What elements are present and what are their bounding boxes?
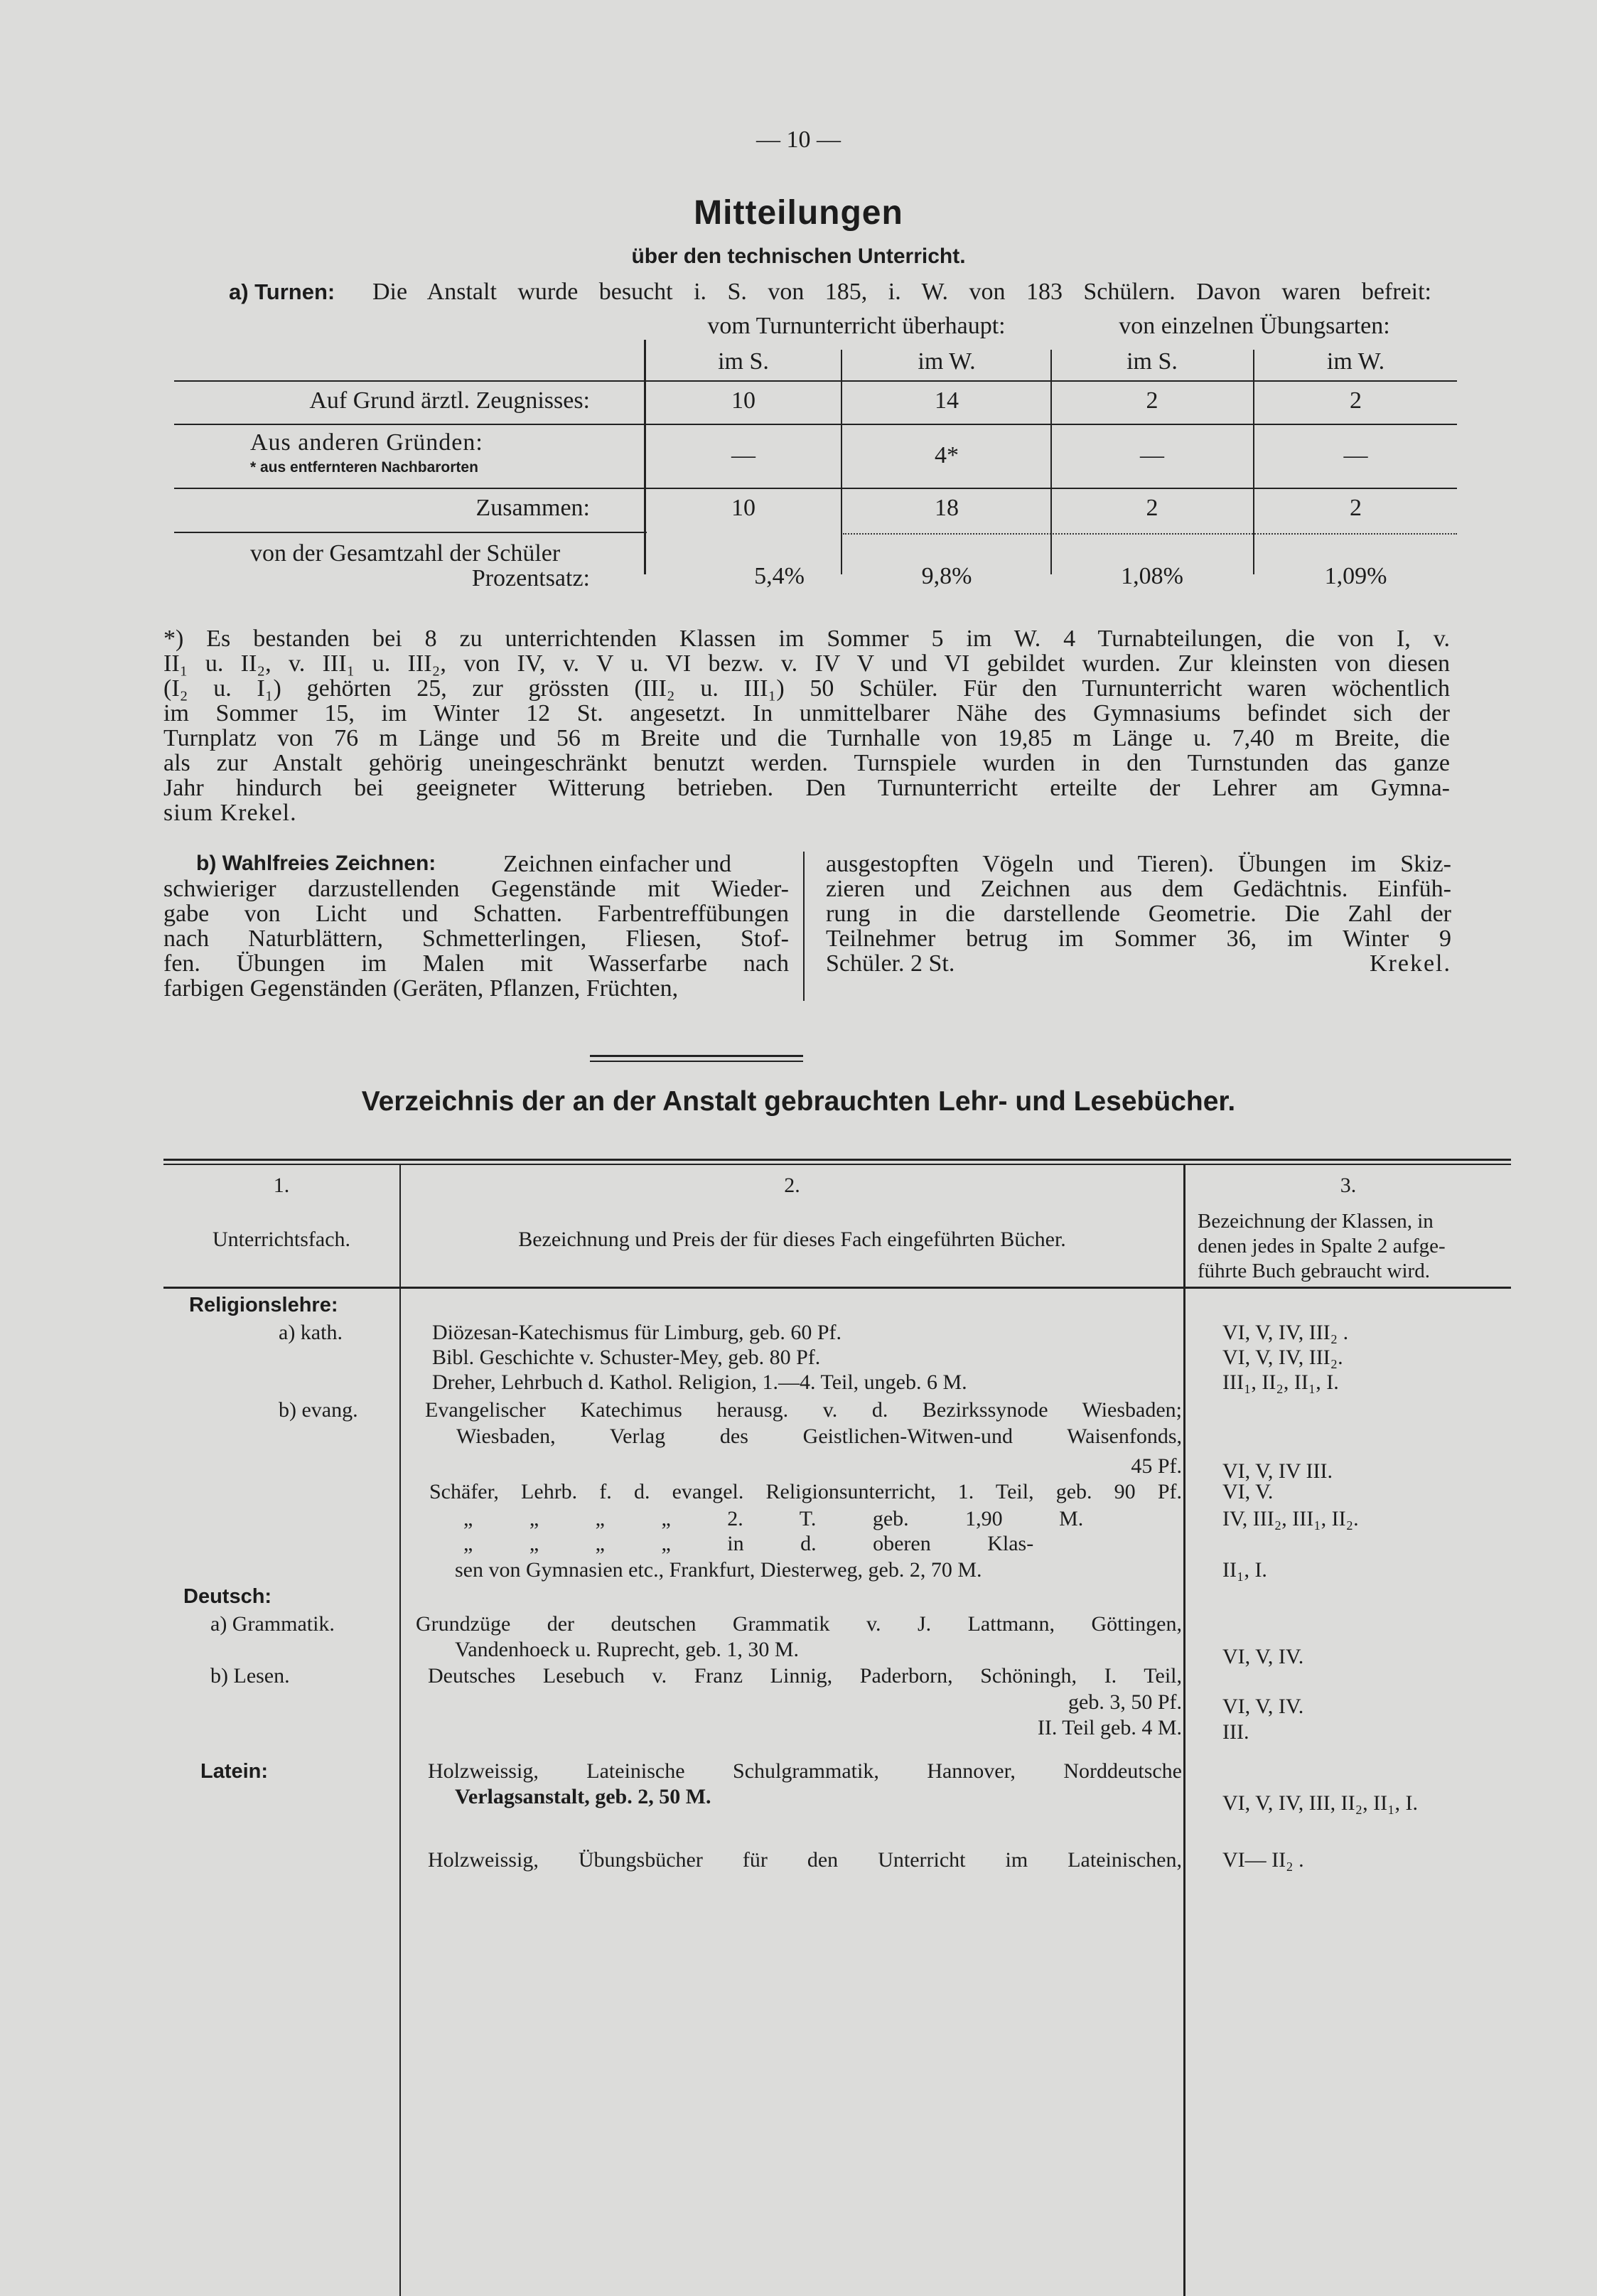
class-entry: VI, V, IV.	[1222, 1645, 1304, 1668]
class-entry: VI, V, IV, III, II₂, II₁, I.	[1222, 1791, 1419, 1815]
col-number-1: 1.	[273, 1174, 290, 1197]
class-entry: VI, V.	[1222, 1480, 1274, 1503]
row3-value: 2	[1350, 495, 1362, 521]
page-subtitle: über den technischen Unterricht.	[631, 245, 966, 268]
zeichnen-right-line: zieren und Zeichnen aus dem Gedächtnis. Einfüh-	[826, 876, 1451, 902]
zeichnen-left-last: farbigen Gegenständen (Geräten, Pflanzen, Früchten,	[163, 975, 679, 1002]
col-head-1: im S.	[718, 348, 769, 375]
footnote-line: (I₂ u. I₁) gehörten 25, zur grössten (III₂ u. III₁) 50 Schüler. Für den Turnunterricht waren wöchentlich	[163, 675, 1450, 702]
section-separator	[590, 1055, 803, 1057]
subject-kath: a) kath.	[279, 1321, 343, 1344]
page-title: Mitteilungen	[694, 194, 903, 232]
subject-latein: Latein:	[200, 1760, 269, 1783]
row3-label: Zusammen:	[475, 495, 590, 521]
subject-evang: b) evang.	[279, 1398, 358, 1422]
table-rule-h1	[174, 380, 1457, 382]
page-number: — 10 —	[756, 127, 841, 153]
class-entry: VI, V, IV III.	[1222, 1459, 1333, 1483]
table-rule-h2	[174, 424, 1457, 425]
books-rule-top	[163, 1159, 1511, 1161]
row2-value: 4*	[935, 442, 959, 468]
turnen-line	[229, 279, 335, 306]
footnote-line: im Sommer 15, im Winter 12 St. angesetzt. In unmittelbarer Nähe des Gymnasiums befindet sich der	[163, 700, 1450, 726]
zeichnen-left-line: fen. Übungen im Malen mit Wasserfarbe nach	[163, 950, 789, 977]
book-line: Dreher, Lehrbuch d. Kathol. Religion, 1.—4. Teil, ungeb. 6 M.	[432, 1370, 967, 1394]
book-line: sen von Gymnasien etc., Frankfurt, Diesterweg, geb. 2, 70 M.	[455, 1558, 982, 1582]
book-line: Holzweissig, Übungsbücher für den Unterricht im Lateinischen,	[428, 1848, 1182, 1872]
row4-value: 9,8%	[921, 563, 972, 589]
table-rule-h3	[174, 488, 1457, 489]
footnote-end: sium Krekel.	[163, 800, 297, 826]
row4-label: Prozentsatz:	[471, 565, 590, 591]
zeichnen-left-line: gabe von Licht und Schatten. Farbentreffübungen	[163, 901, 789, 927]
row2-value: —	[1343, 442, 1368, 468]
book-line: Deutsches Lesebuch v. Franz Linnig, Paderborn, Schöningh, I. Teil,	[428, 1664, 1182, 1688]
turnen-group1: vom Turnunterricht überhaupt:	[707, 313, 1006, 339]
books-rule-head	[163, 1287, 1511, 1289]
row1-value: 2	[1146, 387, 1158, 414]
col-header-2: Bezeichnung und Preis der für dieses Fach eingeführten Bücher.	[518, 1228, 1066, 1251]
zeichnen-label: b) Wahlfreies Zeichnen:	[196, 852, 436, 875]
book-line: Schäfer, Lehrb. f. d. evangel. Religionsunterricht, 1. Teil, geb. 90 Pf.	[429, 1480, 1182, 1503]
footnote-line: als zur Anstalt gehörig uneingeschränkt benutzt werden. Turnspiele wurden in den Turnstunden das ganze	[163, 750, 1450, 776]
books-rule-v2	[1183, 1164, 1185, 2296]
col-header-3: Bezeichnung der Klassen, in	[1198, 1210, 1434, 1233]
row1-label: Auf Grund ärztl. Zeugnisses:	[309, 387, 590, 414]
book-line: Wiesbaden, Verlag des Geistlichen-Witwen-und Waisenfonds,	[456, 1425, 1182, 1448]
book-line: Holzweissig, Lateinische Schulgrammatik, Hannover, Norddeutsche	[428, 1759, 1182, 1783]
col-header-3: denen jedes in Spalte 2 aufge-	[1198, 1235, 1446, 1257]
footnote-line: *) Es bestanden bei 8 zu unterrichtenden Klassen im Sommer 5 im W. 4 Turnabteilungen, die von I, v.	[163, 626, 1450, 652]
books-rule-v1	[399, 1164, 401, 2296]
book-line: „ „ „ „ in d. oberen Klas-	[463, 1532, 1034, 1555]
table-rule-dotted	[843, 533, 1457, 535]
subject-deutsch: Deutsch:	[183, 1585, 272, 1608]
col-number-2: 2.	[784, 1174, 800, 1197]
row4-label1: von der Gesamtzahl der Schüler	[250, 540, 561, 567]
class-entry: IV, III₂, III₁, II₂.	[1222, 1507, 1359, 1530]
class-entry: VI, V, IV, III₂ .	[1222, 1321, 1349, 1344]
class-entry: VI— II₂ .	[1222, 1848, 1304, 1872]
class-entry: VI, V, IV, III₂.	[1222, 1346, 1343, 1369]
row4-value: 1,08%	[1121, 563, 1183, 589]
zeichnen-right-line: ausgestopften Vögeln und Tieren). Übungen im Skiz-	[826, 851, 1451, 877]
col-header-3: führte Buch gebraucht wird.	[1198, 1260, 1430, 1282]
row3-value: 2	[1146, 495, 1158, 521]
zeichnen-right-last-right: Krekel.	[1369, 950, 1451, 977]
book-line: Evangelischer Katechimus herausg. v. d. Bezirkssynode Wiesbaden;	[425, 1398, 1182, 1422]
subject-lesen: b) Lesen.	[210, 1664, 290, 1688]
zeichnen-right-last-left: Schüler. 2 St.	[826, 950, 955, 977]
column-rule	[803, 852, 805, 1001]
zeichnen-right-line: Teilnehmer betrug im Sommer 36, im Winter 9	[826, 926, 1451, 952]
subject-grammatik: a) Grammatik.	[210, 1612, 335, 1636]
subject-religion: Religionslehre:	[189, 1294, 338, 1316]
book-line: Vandenhoeck u. Ruprecht, geb. 1, 30 M.	[455, 1638, 800, 1661]
book-line: II. Teil geb. 4 M.	[1037, 1716, 1182, 1739]
table-rule-v2	[841, 350, 842, 574]
col-head-3: im S.	[1126, 348, 1178, 375]
zeichnen-right-line: rung in die darstellende Geometrie. Die Zahl der	[826, 901, 1451, 927]
turnen-label: a) Turnen:	[229, 279, 335, 304]
table-rule-v1	[644, 340, 646, 574]
class-entry: III.	[1222, 1720, 1249, 1744]
row4-value: 5,4%	[754, 563, 805, 589]
books-title: Verzeichnis der an der Anstalt gebrauchten Lehr- und Lesebücher.	[361, 1086, 1236, 1117]
turnen-intro: Die Anstalt wurde besucht i. S. von 185, i. W. von 183 Schülern. Davon waren befreit:	[372, 279, 1431, 305]
row2-note: * aus entfernteren Nachbarorten	[250, 459, 478, 476]
book-line: 45 Pf.	[1131, 1454, 1182, 1478]
zeichnen-left-line: nach Naturblättern, Schmetterlingen, Fliesen, Stof-	[163, 926, 789, 952]
footnote-line: Jahr hindurch bei geeigneter Witterung betrieben. Den Turnunterricht erteilte der Lehrer am Gymna-	[163, 775, 1450, 801]
col-number-3: 3.	[1340, 1174, 1357, 1197]
book-line: Verlagsanstalt, geb. 2, 50 M.	[455, 1785, 711, 1808]
row2-value: —	[1140, 442, 1164, 468]
book-line: „ „ „ „ 2. T. geb. 1,90 M.	[463, 1507, 1084, 1530]
table-rule-h4	[174, 532, 647, 533]
book-line: Bibl. Geschichte v. Schuster-Mey, geb. 80 Pf.	[432, 1346, 821, 1369]
row1-value: 14	[935, 387, 959, 414]
row3-value: 10	[731, 495, 756, 521]
class-entry: II₁, I.	[1222, 1558, 1267, 1582]
row2-value: —	[731, 442, 756, 468]
turnen-group2: von einzelnen Übungsarten:	[1119, 313, 1390, 339]
col-head-2: im W.	[918, 348, 976, 375]
footnote-line: Turnplatz von 76 m Länge und 56 m Breite und die Turnhalle von 19,85 m Länge u. 7,40 m Breite, die	[163, 725, 1450, 751]
col-header-1: Unterrichtsfach.	[212, 1228, 351, 1251]
book-line: geb. 3, 50 Pf.	[1068, 1690, 1182, 1714]
row3-value: 18	[935, 495, 959, 521]
class-entry: VI, V, IV.	[1222, 1695, 1304, 1718]
zeichnen-left-line: schwieriger darzustellenden Gegenstände mit Wieder-	[163, 876, 789, 902]
book-line: Diözesan-Katechismus für Limburg, geb. 60 Pf.	[432, 1321, 841, 1344]
books-rule-top	[163, 1164, 1511, 1165]
row4-value: 1,09%	[1324, 563, 1387, 589]
class-entry: III₁, II₂, II₁, I.	[1222, 1370, 1339, 1394]
section-separator	[590, 1061, 803, 1062]
row1-value: 10	[731, 387, 756, 414]
row2-label: Aus anderen Gründen:	[250, 429, 483, 456]
zeichnen-left-first: Zeichnen einfacher und	[503, 851, 731, 877]
footnote-line: II₁ u. II₂, v. III₁ u. III₂, von IV, v. V u. VI bezw. v. IV V und VI gebildet wurden. Zur kleinsten von diesen	[163, 650, 1450, 677]
book-line: Grundzüge der deutschen Grammatik v. J. Lattmann, Göttingen,	[416, 1612, 1182, 1636]
col-head-4: im W.	[1326, 348, 1385, 375]
row1-value: 2	[1350, 387, 1362, 414]
